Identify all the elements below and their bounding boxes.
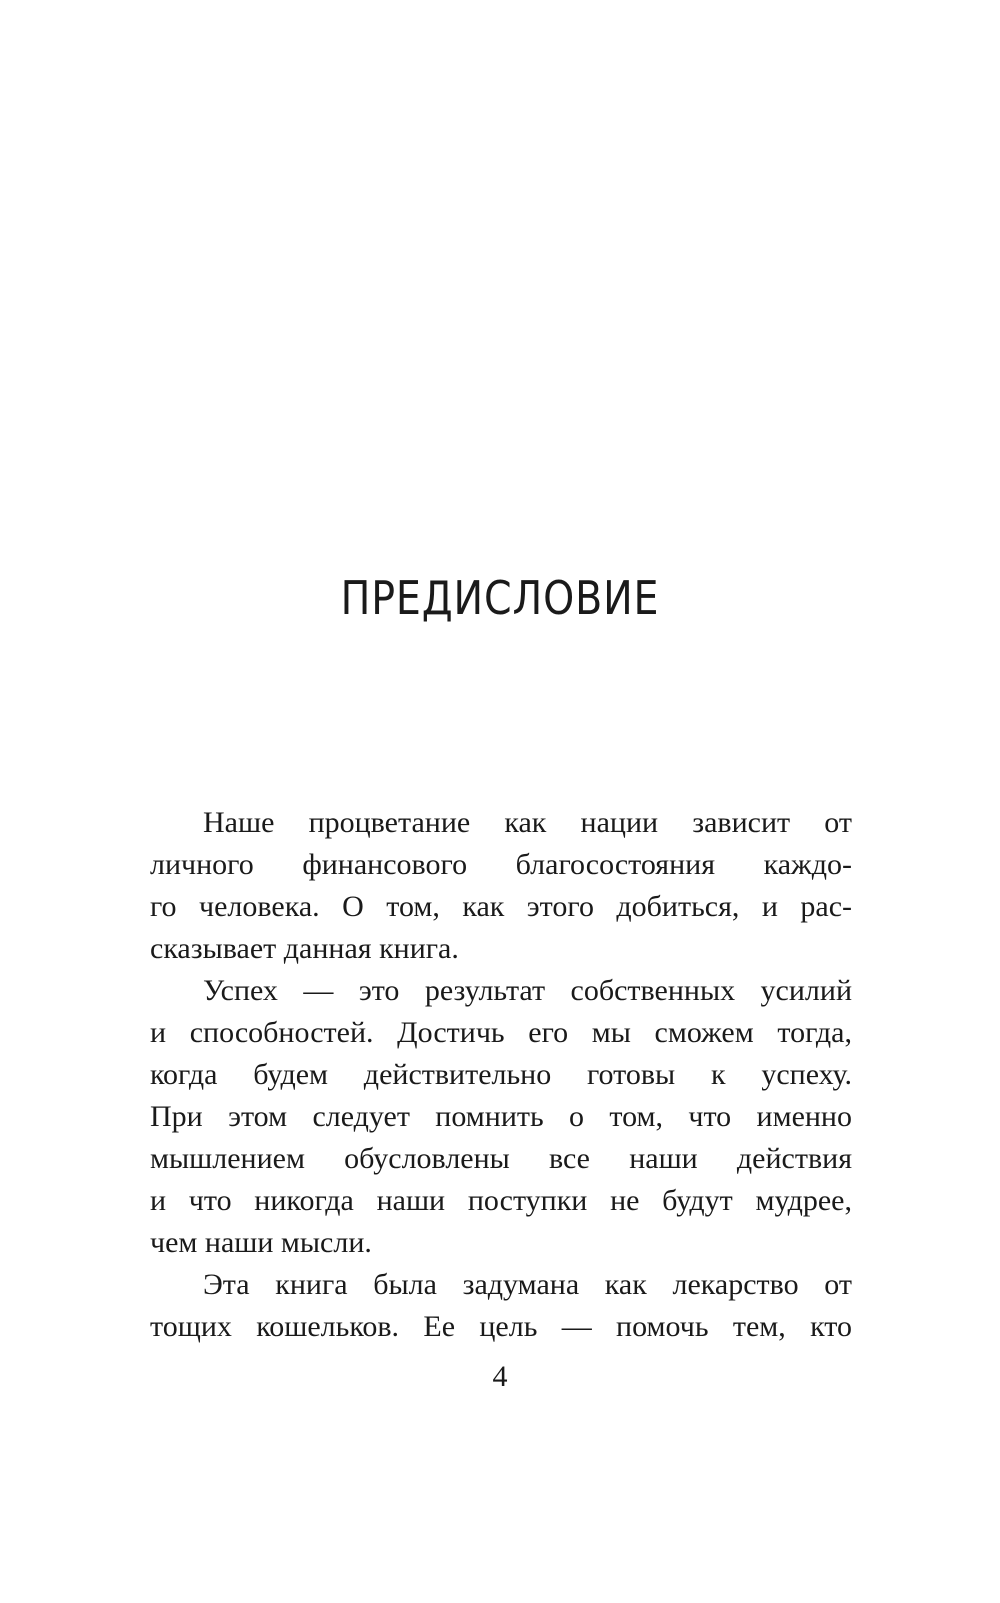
text-line: Успех — это результат собственных усилий (203, 974, 852, 1007)
text-line: личного финансового благосостояния каждо- (150, 848, 852, 881)
text-line: мышлением обусловлены все наши действия (150, 1142, 852, 1175)
text-line: и что никогда наши поступки не будут мудрее, (150, 1184, 852, 1217)
page-number: 4 (492, 1360, 508, 1393)
text-line: и способностей. Достичь его мы сможем тогда, (150, 1016, 852, 1049)
text-line: тощих кошельков. Ее цель — помочь тем, кто (150, 1310, 852, 1343)
text-line: когда будем действительно готовы к успеху. (150, 1058, 852, 1091)
text-line: чем наши мысли. (150, 1226, 372, 1259)
body-text (150, 802, 852, 1348)
chapter-title: ПРЕДИСЛОВИЕ (340, 570, 660, 625)
text-line: го человека. О том, как этого добиться, и рас- (150, 890, 852, 923)
text-line: Наше процветание как нации зависит от (203, 806, 852, 839)
text-line: При этом следует помнить о том, что именно (150, 1100, 852, 1133)
text-line: Эта книга была задумана как лекарство от (203, 1268, 852, 1301)
text-line: сказывает данная книга. (150, 932, 459, 965)
